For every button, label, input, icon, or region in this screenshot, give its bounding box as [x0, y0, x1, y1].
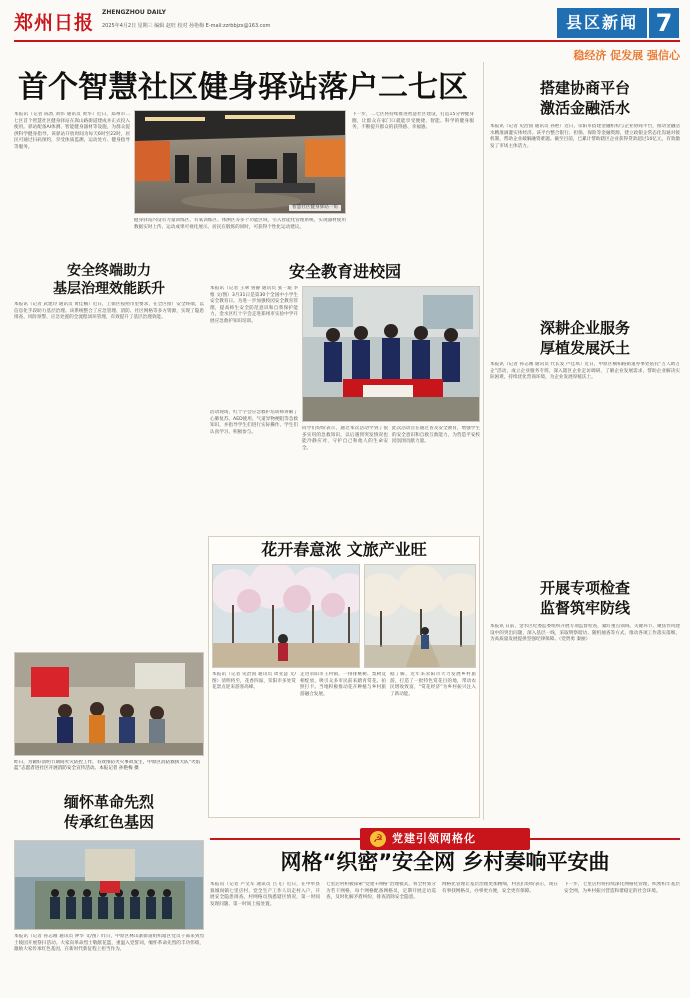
- page-number: 7: [649, 8, 679, 38]
- finance-headline: 搭建协商平台 激活金融活水: [539, 79, 630, 117]
- enterprise-body: 本报讯（记者 孙志刚 通讯员 代长发 卢佳琪）近日，中原区桐柏路街道办事处依托“万人助万企”活动，成立企业服务专班，深入辖区企业走访调研，了解企业发展需求，帮助企业解决实际困难，持续优化营商环境，为企业发展厚植沃土。: [490, 362, 680, 381]
- cemetery-visit-photo: [15, 841, 204, 930]
- fire-safety-photo: [14, 652, 204, 756]
- fire-drill-photo: [15, 653, 204, 756]
- school-body-1: 本报讯（记者 王翠 鲁静 通讯员 张一迪 李惟 文/图）3月31日是第30个全国中小学生安全教育日。为进一步加强校园安全教育管理，提高师生安全防范意识和自我保护能力，金水区红十字会走进郑州市实验中学开展应急救护知识培训。: [210, 286, 298, 324]
- finance-body: 本报讯（记者 史治国 通讯员 孙艳）近日，荥阳市搭建金融机构与企业协商平台，推动金融活水精准滴灌实体经济。该平台整合银行、担保、保险等金融资源，建立政银企常态化沟通对接机制，帮助企业破解融资难题。截至目前，已累计帮助辖区企业获得贷款超过10亿元，有效激发了市场主体活力。: [490, 124, 680, 149]
- memorial-photo: [14, 840, 204, 930]
- main-photo: [134, 110, 346, 214]
- newspaper-logo: 郑州日报: [14, 12, 95, 34]
- revolution-headline: 缅怀革命先烈 传承红色基因: [63, 793, 154, 831]
- grid-body-1: 本报讯（记者 卢文军 通讯员 吕飞）近日，在中牟县狼城岗镇七里店村，党全生产工作人员走村入户，开展安全隐患排查。村网格员熟悉辖区情况，第一时间发现问题、第一时间上报处置。: [210, 882, 320, 907]
- main-body-left: 本报讯（记者 陈凯 刘伟 通讯员 黄华）近日，郑州市二七区首个智慧社区健身驿站在嵩山路街道建成并正式投入使用。驿站配备AI体测、智能健身器材等设施，为群众提供科学健身指导。该驿站开放时间为每天6时至22时，居民可通过扫码预约，享受体质监测、运动处方、健身指导等服务。: [14, 112, 130, 150]
- school-photo: [302, 286, 480, 422]
- section-title: 县区新闻: [557, 8, 647, 38]
- main-headline: 首个智慧社区健身驿站落户二七区: [18, 70, 468, 105]
- issue-info: 2025年4月2日 星期三 编辑 赵旺 校对 孙艳梅 E-mail:zzrbbjzx@163.com: [102, 23, 271, 29]
- gym-interior-photo: [135, 111, 346, 214]
- grid-body-4: 下一步，七里店村将持续深化网格化管理，织密织牢基层安全网，为乡村振兴营造和谐稳定的社会环境。: [564, 882, 680, 894]
- main-body-right: 下一步，二七区将持续推进智慧社区建设，打造15分钟健身圈，让群众在家门口就能享受便捷、智能、科学的健身服务，不断提升群众的获得感、幸福感。: [352, 112, 474, 131]
- flowers-headline: 花开春意浓 文旅产业旺: [261, 540, 427, 559]
- flowers-photo-right: [364, 564, 476, 668]
- inspection-headline: 开展专项检查 监督筑牢防线: [539, 579, 630, 617]
- grid-headline: 网格“织密”安全网 乡村奏响平安曲: [280, 850, 610, 874]
- revolution-body: 本报讯（记者 孙志刚 通讯员 钟华 文/图）昨日，中原区林山寨街道组织辖区党员干部来到烈士陵园开展祭扫活动。大家向革命烈士敬献花篮，重温入党誓词，缅怀革命先烈的丰功伟绩，激励大家传承红色基因，在新时代新征程上担当作为。: [14, 934, 204, 953]
- safety-body: 本报讯（记者 武建玲 通讯员 黄佳楠）近日，上街区按照市里要求，在全区推广安全终端，以信息化手段助力基层治理。该系统整合了应急管理、消防、社区网格等多方资源，实现了隐患排查、风险预警、应急处置的全流程闭环管理，有效提升了基层治理效能。: [14, 302, 204, 321]
- english-title: ZHENGZHOU DAILY: [102, 9, 166, 16]
- flowers-photo-left: [212, 564, 360, 668]
- school-headline: 安全教育进校园: [288, 262, 401, 281]
- orchard-path-photo: [365, 565, 476, 668]
- grid-body-2: 七里店村积极探索“党建+网格”治理模式，将全村划分为若干网格，每个网格配备网格员，定期开展走访巡查，及时化解矛盾纠纷，排查消除安全隐患。: [326, 882, 436, 901]
- enterprise-headline: 深耕企业服务 厚植发展沃土: [539, 319, 630, 357]
- masthead: [0, 0, 690, 44]
- flowers-body-1: 本报讯（记者 史治国 通讯员 周亚慧 文/图）清明将至，花香四溢，荥阳市多处赏花景点迎来游客高峰。: [212, 672, 296, 691]
- masthead-rule: [14, 40, 680, 42]
- school-body-2: 活动现场，红十字会应急救护培训师讲解了心肺复苏、AED使用、气道异物梗阻等急救知识，并指导学生们进行实际操作，学生们认真学习、积极参与。: [210, 410, 298, 435]
- slogan: 稳经济 促发展 强信心: [573, 49, 680, 62]
- inspection-body: 本报讯 日前，金水区纪委监委组织开展专项监督检查，紧盯重点领域、关键环节，聚焦作风建设中的突出问题，深入基层一线，采取明察暗访、随机抽查等方式，推动各项工作落实落细，为高质量发展提供坚强纪律保障。（党贤勇 秦丽）: [490, 624, 680, 643]
- school-body-3: 同学们纷纷表示，通过本次活动学到了很多实用的急救知识，以后遇到突发情况也能冷静应对，守护自己和他人的生命安全。: [302, 426, 388, 451]
- safety-headline: 安全终端助力 基层治理效能跃升: [53, 263, 165, 297]
- grid-body-3: 网格化管理让基层治理更加精细，村民们纷纷表示，现在有事找网格员，办事更方便，安全更有保障。: [442, 882, 558, 894]
- fire-safety-caption: 昨日，为做好清明节期间火灾防控工作，有效预防火灾事故发生，中原区消防救援大队“火焰蓝”志愿者进社区开展消防安全宣传活动。本报记者 孙艳梅 摄: [14, 760, 201, 772]
- party-emblem-icon: ☭: [370, 831, 386, 847]
- flowers-body-2: 走进荥阳市王村镇，一排排桃树、梨树竞相绽放，吸引众多市民前来踏青赏花、拍照打卡。当地积极推动花卉种植与乡村旅游融合发展。: [300, 672, 386, 697]
- right-column-divider: [483, 62, 484, 820]
- main-photo-caption: 智慧社区健身驿站一角: [289, 205, 341, 211]
- first-aid-training-photo: [303, 287, 480, 422]
- flowers-body-3: 据了解，近年来荥阳市大力发展乡村旅游，打造了一批特色赏花目的地，带动农民增收致富，“赏花经济”为乡村振兴注入了新动能。: [390, 672, 476, 697]
- blossom-park-photo: [213, 565, 360, 668]
- banner-label: 党建引领网格化: [392, 832, 476, 845]
- school-body-4: 此次活动旨在通过普及安全教育，增强学生的安全意识和自救互救能力，为营造平安校园氛围贡献力量。: [392, 426, 480, 445]
- main-body-mid: 健身驿站内设有力量训练区、有氧训练区、体测区等多个功能区域，引入智能化管理系统，实现器材使用数据实时上传、运动成果可视化展示。居民在锻炼的同时，可获得个性化运动建议。: [134, 218, 346, 230]
